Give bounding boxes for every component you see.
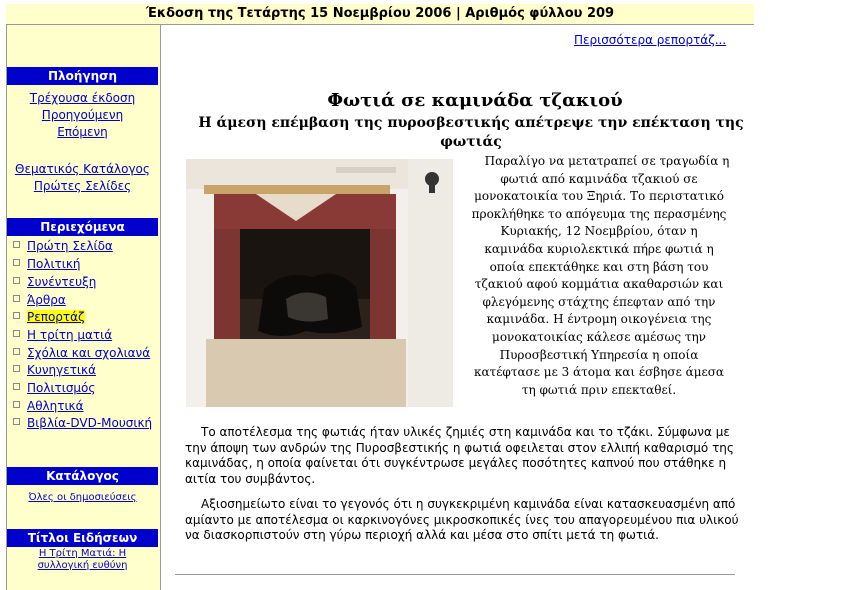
bullet-box-icon xyxy=(13,277,20,284)
p1-line: Πυροσβεστική Υπηρεσία η οποία xyxy=(499,347,699,362)
p3-text: Αξιοσημείωτο είναι το γεγονός ότι η συγκεκριμένη καμινάδα είναι κατασκευασμένη από αμίαντο με αποτέλεσμα οι καρκινογόνες μικροσκοπικές ίνες του απαγορευμένου πια υλικού να διασκορπιστούν στη γύρω περιοχή αλλά και μέσα στο σπίτι μετά τη φωτιά. xyxy=(185,497,739,543)
contents-item-label: Βιβλία-DVD-Μουσική xyxy=(27,416,153,430)
bullet-box-icon xyxy=(13,312,20,319)
sidebar xyxy=(6,25,161,590)
contents-title: Περιεχόμενα xyxy=(7,218,158,236)
contents-item-books-dvd-music[interactable] xyxy=(13,416,158,433)
contents-item-front-page[interactable] xyxy=(13,239,113,256)
contents-item-politics[interactable] xyxy=(13,257,81,274)
contents-item-label: Η τρίτη ματιά xyxy=(27,328,113,342)
contents-item-sports[interactable] xyxy=(13,399,84,416)
contents-item-label: Άρθρα xyxy=(27,293,66,307)
bullet-box-icon xyxy=(13,295,20,302)
bullet-box-icon xyxy=(13,383,20,390)
bullet-box-icon xyxy=(13,365,20,372)
article-subtitle-line2: φωτιάς xyxy=(440,134,502,150)
p1-line: Κυριακής, 12 Νοεμβρίου, όταν η xyxy=(500,224,698,239)
article-title: Φωτιά σε καμινάδα τζακιού xyxy=(327,90,623,111)
article-subtitle-line1: Η άμεση επέμβαση της πυροσβεστικής απέτρεψε την επέκταση της xyxy=(198,115,744,131)
contents-item-hunting[interactable] xyxy=(13,363,96,380)
contents-item-label: Πρώτη Σελίδα xyxy=(27,239,113,253)
contents-item-reportage[interactable] xyxy=(13,310,85,327)
p1-line: κατέφτασε με 3 άτομα και έσβησε άμεσα xyxy=(473,365,725,380)
issue-header: Έκδοση της Τετάρτης 15 Νοεμβρίου 2006 | Αριθμός φύλλου 209 xyxy=(6,4,754,25)
bullet-box-icon xyxy=(13,348,20,355)
contents-item-label: Συνέντευξη xyxy=(27,275,97,289)
article-paragraph-2 xyxy=(185,425,739,487)
p1-line: φλεγόμενης στάχτης έπεφταν από την xyxy=(482,294,716,309)
bullet-box-icon xyxy=(13,418,20,425)
contents-item-interview[interactable] xyxy=(13,275,96,292)
bullet-box-icon xyxy=(13,401,20,408)
article-paragraph-3 xyxy=(185,497,739,544)
p1-line: Παραλίγο να μετατραπεί σε τραγωδία η xyxy=(484,154,730,168)
p1-line: οποία επεκτάθηκε και στη βάση του xyxy=(489,259,709,274)
contents-item-label: Ρεπορτάζ xyxy=(27,310,85,324)
bullet-box-icon xyxy=(13,241,20,248)
nav-link-front-pages[interactable]: Πρώτες Σελίδες xyxy=(33,179,132,193)
p1-line: τζακιού αφού κομμάτια ακαθαρσιών και xyxy=(474,277,724,292)
article-paragraph-1 xyxy=(461,153,737,399)
p1-line: μονοκατοικίας κάλεσε αμέσως την xyxy=(492,329,706,344)
p1-line: καμινάδα κυριολεκτικά πήρε φωτιά η xyxy=(484,241,714,256)
nav-link-topic-catalog[interactable]: Θεματικός Κατάλογος xyxy=(15,162,150,176)
contents-item-articles[interactable] xyxy=(13,293,66,310)
bottom-divider xyxy=(175,574,735,575)
contents-item-label: Πολιτική xyxy=(27,257,81,271)
p1-line: μονοκατοικία του Ξηριά. Το περιστατικό xyxy=(474,189,724,204)
article-subtitle xyxy=(196,114,746,152)
contents-item-culture[interactable] xyxy=(13,381,95,398)
p2-text: Το αποτέλεσμα της φωτιάς ήταν υλικές ζημιές στη καμινάδα και το τζάκι. Σύμφωνα με την άποψη των ανδρών της Πυροσβεστικής η φωτιά οφειλεται στον ελλιπή καθαρισμό της καμινάδας, η οποία φαίνεται ότι συγκέντρωσε μεγάλες ποσότητες καπνού που στάθηκε η αιτία του συμβάντος. xyxy=(185,425,734,486)
bullet-box-icon xyxy=(13,330,20,337)
catalog-title: Κατάλογος xyxy=(7,467,158,485)
fireplace-photo xyxy=(186,159,453,407)
contents-item-comments[interactable] xyxy=(13,346,150,363)
news-titles-title: Τίτλοι Ειδήσεων xyxy=(7,529,158,547)
p1-line: φωτιά από καμινάδα τζακιού σε xyxy=(500,171,698,186)
contents-item-label: Κυνηγετικά xyxy=(27,363,96,377)
nav-link-previous[interactable]: Προηγούμενη xyxy=(41,108,124,122)
contents-item-label: Πολιτισμός xyxy=(27,381,96,395)
news-link-line2[interactable]: συλλογική ευθύνη xyxy=(37,560,128,571)
nav-title: Πλοήγηση xyxy=(7,67,158,85)
more-reportage-link[interactable]: Περισσότερα ρεπορτάζ... xyxy=(574,33,727,47)
contents-item-label: Σχόλια και σχολιανά xyxy=(27,346,151,360)
nav-link-next[interactable]: Επόμενη xyxy=(57,125,108,139)
p1-line: καμινάδα. Η έντρομη οικογένεια της xyxy=(486,312,712,327)
contents-item-third-view[interactable] xyxy=(13,328,112,345)
all-publications-link[interactable]: Όλες οι δημοσιεύσεις xyxy=(28,492,137,503)
contents-item-label: Αθλητικά xyxy=(27,399,84,413)
bullet-box-icon xyxy=(13,259,20,266)
nav-link-current[interactable]: Τρέχουσα έκδοση xyxy=(29,91,136,105)
p1-line: τη φωτιά πριν επεκταθεί. xyxy=(521,382,677,397)
p1-line: προκλήθηκε το απόγευμα της περασμένης xyxy=(471,206,727,221)
news-link-line1[interactable]: Η Τρίτη Ματιά: Η xyxy=(38,548,127,559)
